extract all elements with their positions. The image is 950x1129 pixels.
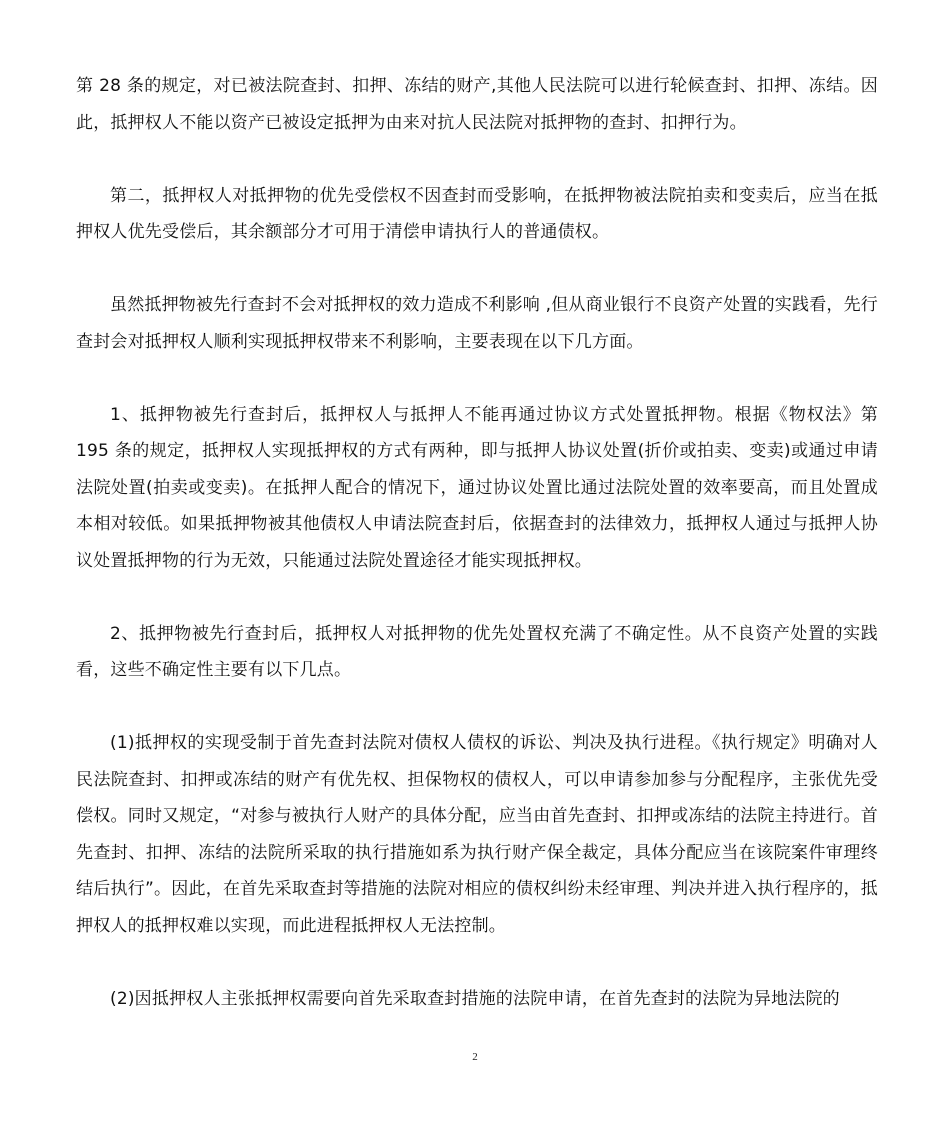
paragraph-second-point: 第二，抵押权人对抵押物的优先受偿权不因查封而受影响，在抵押物被法院拍卖和变卖后，应当在抵押权人优先受偿后，其余额部分才可用于清偿申请执行人的普通债权。 <box>76 185 878 242</box>
paragraph-subitem-2: (2)因抵押权人主张抵押权需要向首先采取查封措施的法院申请，在首先查封的法院为异地法院的 <box>110 988 840 1009</box>
paragraph-item-2: 2、抵押物被先行查封后，抵押权人对抵押物的优先处置权充满了不确定性。从不良资产处置的实践看，这些不确定性主要有以下几点。 <box>76 623 878 680</box>
page-number: 2 <box>472 1051 478 1063</box>
paragraph-item-1: 1、抵押物被先行查封后，抵押权人与抵押人不能再通过协议方式处置抵押物。根据《物权法》第 195 条的规定，抵押权人实现抵押权的方式有两种，即与抵押人协议处置(折价或拍卖、变卖)或通过申请法院处置(拍卖或变卖)。在抵押人配合的情况下，通过协议处置比通过法院处置的效率要高，而且处置成本相对较低。如果抵押物被其他债权人申请法院查封后，依据查封的法律效力，抵押权人通过与抵押人协议处置抵押物的行为无效，只能通过法院处置途径才能实现抵押权。 <box>76 404 878 571</box>
paragraph-adverse-effects: 虽然抵押物被先行查封不会对抵押权的效力造成不利影响 ,但从商业银行不良资产处置的实践看，先行查封会对抵押权人顺利实现抵押权带来不利影响，主要表现在以下几方面。 <box>76 295 879 352</box>
paragraph-continuation: 第 28 条的规定，对已被法院查封、扣押、冻结的财产,其他人民法院可以进行轮候查封、扣押、冻结。因此，抵押权人不能以资产已被设定抵押为由来对抗人民法院对抵押物的查封、扣押行为。 <box>76 76 878 133</box>
paragraph-subitem-1: (1)抵押权的实现受制于首先查封法院对债权人债权的诉讼、判决及执行进程。《执行规定》明确对人民法院查封、扣押或冻结的财产有优先权、担保物权的债权人，可以申请参加参与分配程序，主张优先受偿权。同时又规定，“对参与被执行人财产的具体分配，应当由首先查封、扣押或冻结的法院主持进行。首先查封、扣押、冻结的法院所采取的执行措施如系为执行财产保全裁定，具体分配应当在该院案件审理终结后执行”。因此，在首先采取查封等措施的法院对相应的债权纠纷未经审理、判决并进入执行程序的，抵押权人的抵押权难以实现，而此进程抵押权人无法控制。 <box>76 733 878 936</box>
document-page <box>76 0 878 1017</box>
